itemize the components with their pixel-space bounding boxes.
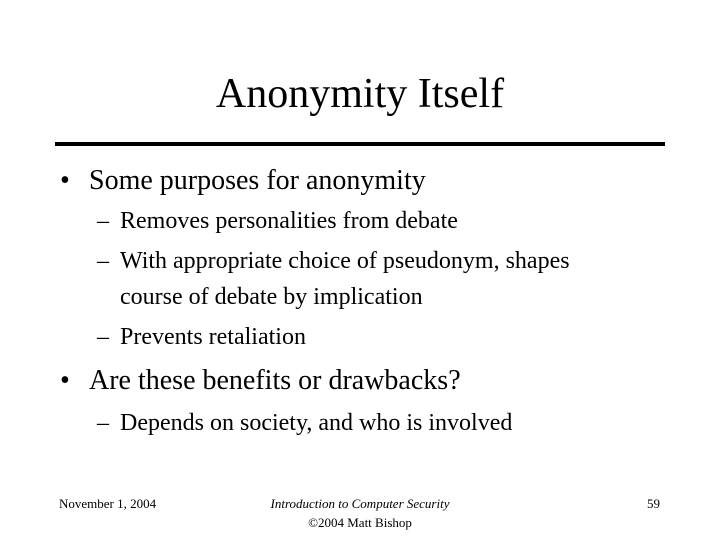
sub-bullet-text: With appropriate choice of pseudonym, shapes (120, 248, 570, 274)
bullet-marker: • (60, 165, 70, 196)
footer-copyright: ©2004 Matt Bishop (308, 515, 412, 530)
sub-bullet-marker: – (97, 248, 109, 274)
sub-bullet-text: Prevents retaliation (120, 324, 306, 350)
sub-bullet-text: Depends on society, and who is involved (120, 410, 513, 436)
slide-title: Anonymity Itself (215, 71, 505, 117)
bullet-text: Are these benefits or drawbacks? (89, 365, 461, 396)
sub-bullet-marker: – (97, 410, 109, 436)
sub-bullet-text: course of debate by implication (120, 284, 423, 310)
footer-date: November 1, 2004 (59, 496, 157, 511)
sub-bullet-marker: – (97, 324, 109, 350)
footer-course-title: Introduction to Computer Security (270, 496, 450, 511)
sub-bullet-marker: – (97, 208, 109, 234)
footer-center (210, 494, 510, 532)
sub-bullet-text: Removes personalities from debate (120, 208, 458, 234)
bullet-text: Some purposes for anonymity (89, 165, 426, 196)
title-divider (55, 142, 665, 146)
page-number: 59 (647, 496, 660, 511)
bullet-marker: • (60, 365, 70, 396)
